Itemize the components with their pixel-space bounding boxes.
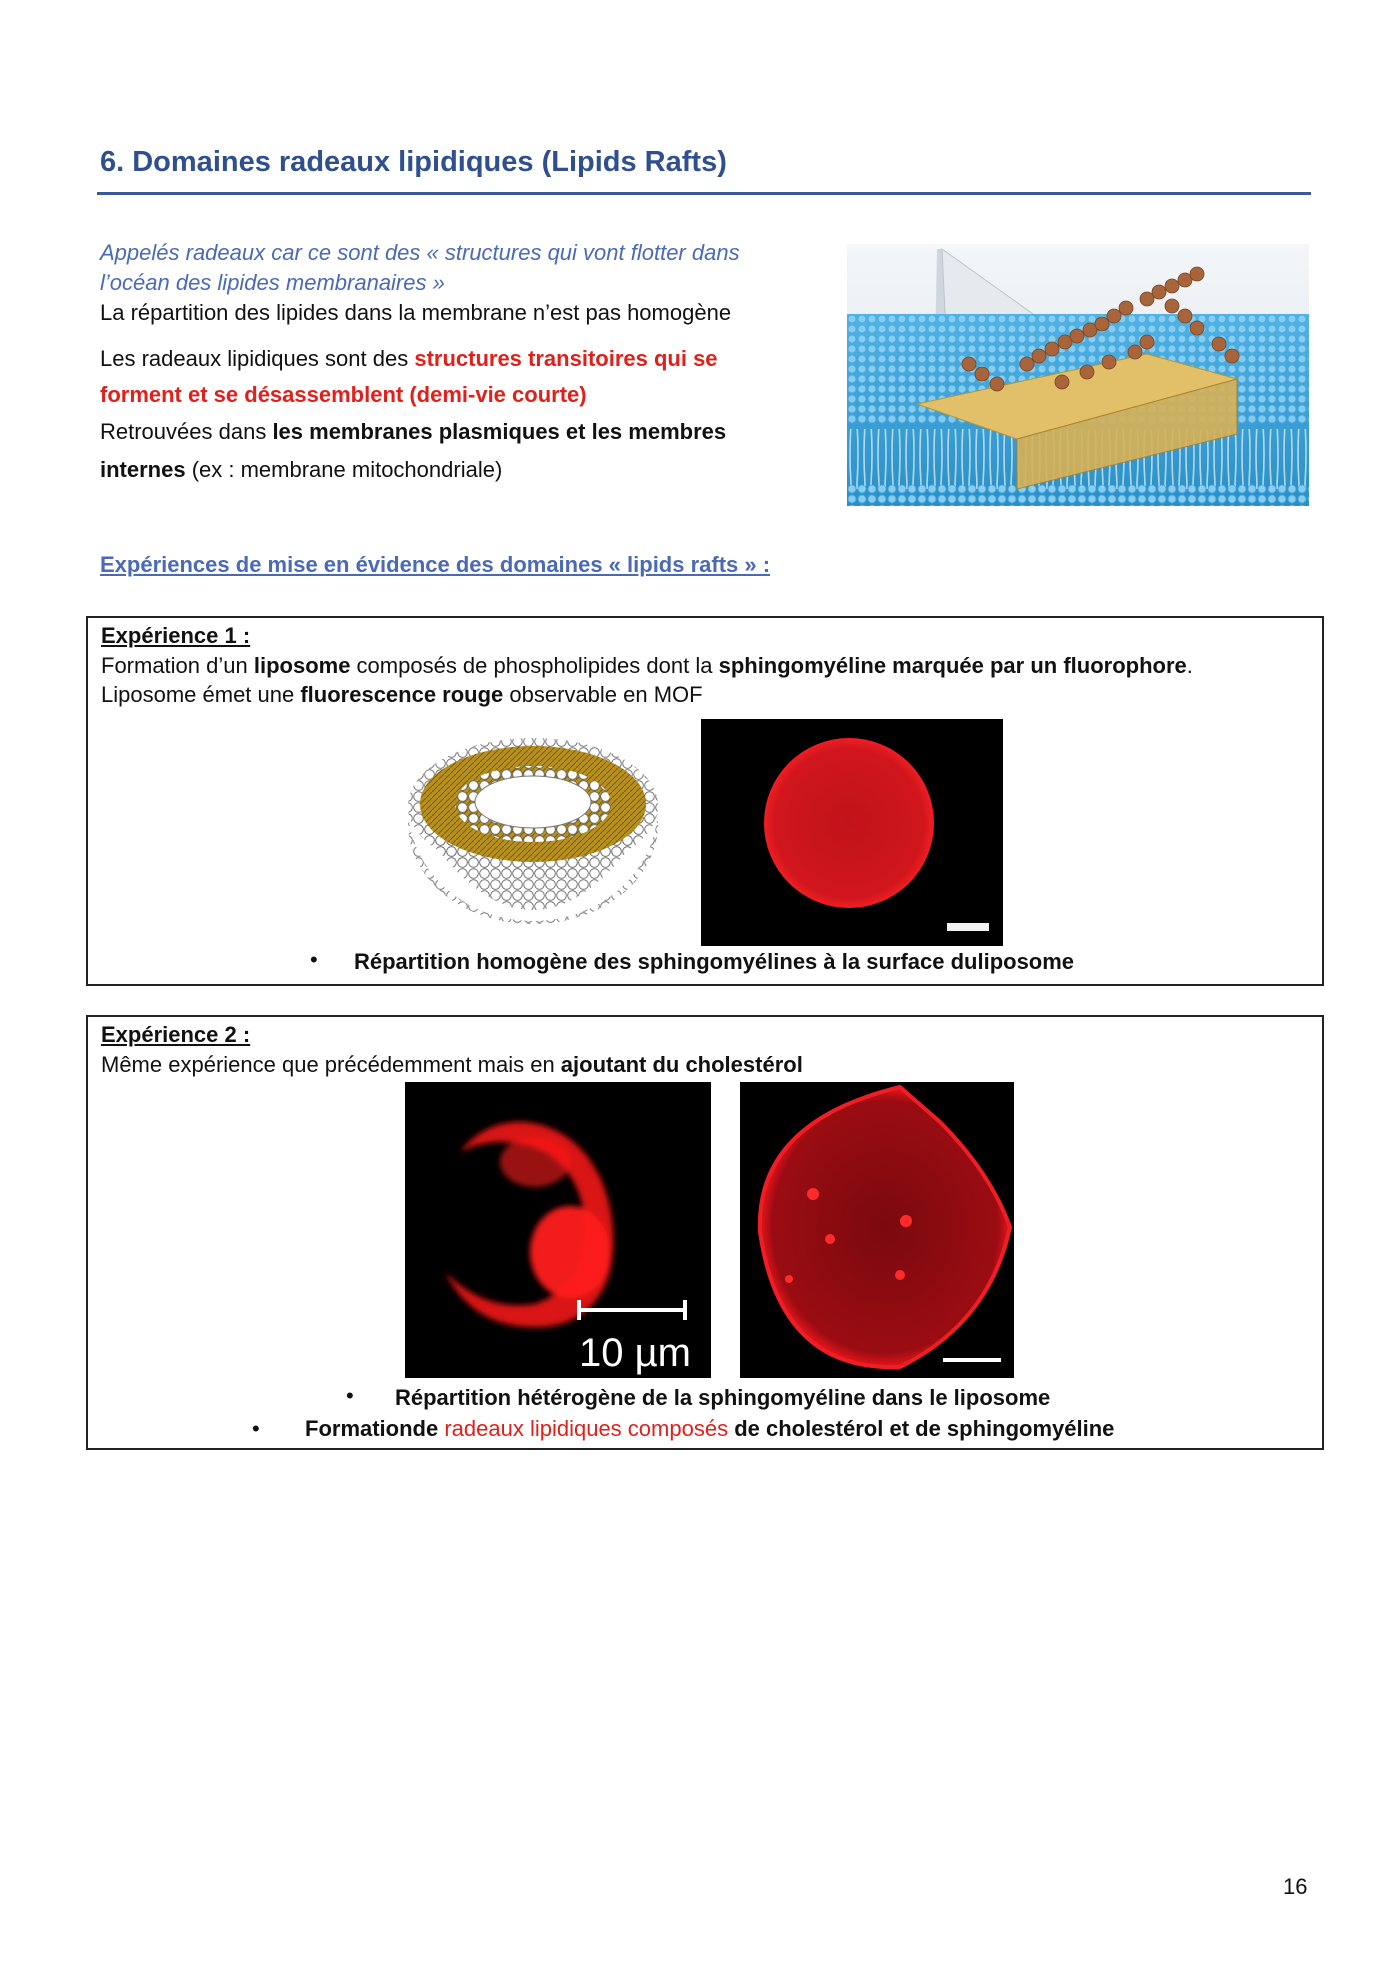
exp1-l2-c: observable en MOF	[503, 682, 703, 707]
liposome-illustration	[402, 714, 664, 926]
exp1-text-a: Formation d’un	[101, 653, 254, 678]
exp1-text-e: .	[1186, 653, 1193, 678]
page-number: 16	[1283, 1874, 1308, 1899]
experiment-2-box	[86, 1015, 1324, 1450]
exp2-bullet-dot-1: •	[346, 1383, 354, 1408]
experiment-2-conclusion-1: Répartition hétérogène de la sphingomyéline dans le liposome	[395, 1385, 1051, 1410]
exp1-l2-a: Liposome émet une	[101, 682, 301, 707]
exp1-bullet-dot: •	[310, 947, 318, 972]
intro-rafts-paragraph	[100, 341, 820, 413]
exp1-text-c: composés de phospholipides dont la	[350, 653, 719, 678]
section-title: 6. Domaines radeaux lipidiques (Lipids Rafts)	[100, 146, 727, 178]
homogeneous-fluorescence-micrograph	[701, 719, 1003, 946]
exp1-red-fluorescence: fluorescence rouge	[300, 682, 504, 707]
experiments-heading: Expériences de mise en évidence des domaines « lipids rafts » :	[100, 552, 771, 577]
rafts-red-2: forment et se désassemblent (demi-vie courte)	[100, 382, 587, 407]
heterogeneous-fluorescence-micrograph	[405, 1082, 711, 1378]
found-suffix: (ex : membrane mitochondriale)	[185, 457, 503, 482]
experiment-2-conclusion-2	[305, 1416, 1114, 1442]
exp2-bullet-dot-2: •	[252, 1416, 260, 1441]
title-divider	[97, 192, 1311, 195]
found-bold-1: les membranes plasmiques et les membres	[272, 419, 727, 444]
intro-italic-line-2: l’océan des lipides membranaires »	[100, 270, 445, 295]
intro-found-paragraph	[100, 413, 820, 489]
found-prefix: Retrouvées dans	[100, 419, 273, 444]
experiment-2-label: Expérience 2 :	[101, 1022, 251, 1047]
rafts-red-1: structures transitoires qui se	[414, 346, 718, 371]
exp2-bullet2-b: de cholestérol et de sphingomyéline	[728, 1416, 1115, 1441]
experiment-1-label: Expérience 1 :	[101, 623, 251, 648]
found-bold-2: internes	[100, 457, 186, 482]
lipid-raft-illustration	[847, 244, 1309, 506]
exp2-text-a: Même expérience que précédemment mais en	[101, 1052, 561, 1077]
scale-bar-label: 10 µm	[579, 1331, 691, 1375]
experiment-1-line-2	[101, 680, 703, 710]
exp2-bullet2-a: Formationde	[305, 1416, 445, 1441]
exp2-adding-cholesterol: ajoutant du cholestérol	[560, 1052, 803, 1077]
experiment-1-conclusion: Répartition homogène des sphingomyélines à la surface duliposome	[354, 949, 1075, 974]
intro-italic-text	[100, 238, 840, 298]
exp1-sphingo-marked: sphingomyéline marquée par un fluorophore	[718, 653, 1187, 678]
intro-italic-line-1: Appelés radeaux car ce sont des « structures qui vont flotter dans	[100, 240, 740, 265]
raft-spots-fluorescence-micrograph	[740, 1082, 1014, 1378]
experiment-1-line-1	[101, 651, 1193, 681]
exp2-bullet2-red: radeaux lipidiques composés	[444, 1416, 729, 1441]
experiment-1-box	[86, 616, 1324, 986]
intro-repartition: La répartition des lipides dans la membrane n’est pas homogène	[100, 300, 732, 325]
rafts-prefix: Les radeaux lipidiques sont des	[100, 346, 415, 371]
experiment-2-line-1	[101, 1050, 803, 1080]
exp1-liposome: liposome	[253, 653, 351, 678]
